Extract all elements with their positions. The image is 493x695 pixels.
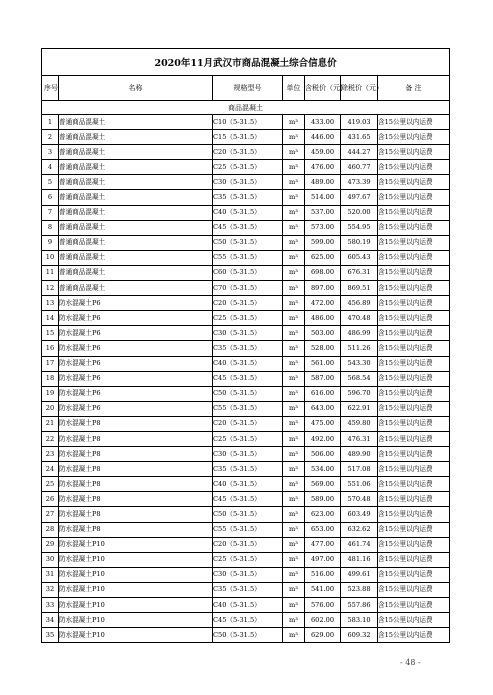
row-price-excl: 481.16 <box>341 552 378 567</box>
row-price-excl: 570.48 <box>341 492 378 507</box>
table-row <box>42 205 450 220</box>
row-spec: C30（5-31.5） <box>213 447 283 462</box>
row-spec: C55（5-31.5） <box>213 250 283 265</box>
row-name: 普通商品混凝土 <box>59 205 213 220</box>
table-row <box>42 281 450 296</box>
row-unit: m³ <box>283 130 305 145</box>
row-note: 含15公里以内运费 <box>378 160 450 175</box>
row-price-incl: 503.00 <box>305 326 341 341</box>
row-note: 含15公里以内运费 <box>378 386 450 401</box>
header-row <box>42 76 450 101</box>
row-note: 含15公里以内运费 <box>378 447 450 462</box>
row-number: 29 <box>42 537 59 552</box>
row-spec: C55（5-31.5） <box>213 401 283 416</box>
row-unit: m³ <box>283 160 305 175</box>
row-name: 普通商品混凝土 <box>59 281 213 296</box>
row-spec: C70（5-31.5） <box>213 281 283 296</box>
row-name: 普通商品混凝土 <box>59 235 213 250</box>
row-number: 17 <box>42 356 59 371</box>
row-price-excl: 476.31 <box>341 431 378 446</box>
row-name: 防水混凝土P6 <box>59 356 213 371</box>
row-name: 防水混凝土P6 <box>59 296 213 311</box>
row-spec: C15（5-31.5） <box>213 130 283 145</box>
table-row <box>42 401 450 416</box>
row-name: 防水混凝土P8 <box>59 507 213 522</box>
row-name: 防水混凝土P8 <box>59 492 213 507</box>
row-price-excl: 557.86 <box>341 598 378 613</box>
row-note: 含15公里以内运费 <box>378 220 450 235</box>
row-spec: C45（5-31.5） <box>213 613 283 628</box>
row-price-incl: 602.00 <box>305 613 341 628</box>
table-row <box>42 431 450 446</box>
row-note: 含15公里以内运费 <box>378 477 450 492</box>
row-price-excl: 632.62 <box>341 522 378 537</box>
row-name: 防水混凝土P8 <box>59 416 213 431</box>
table-row <box>42 386 450 401</box>
row-number: 1 <box>42 115 59 130</box>
row-note: 含15公里以内运费 <box>378 326 450 341</box>
row-price-excl: 568.54 <box>341 371 378 386</box>
row-spec: C50（5-31.5） <box>213 507 283 522</box>
row-price-incl: 486.00 <box>305 311 341 326</box>
header-unit: 单位 <box>283 76 305 101</box>
header-note: 备 注 <box>378 76 450 101</box>
row-name: 防水混凝土P6 <box>59 371 213 386</box>
row-note: 含15公里以内运费 <box>378 371 450 386</box>
header-no: 序号 <box>42 76 59 101</box>
row-note: 含15公里以内运费 <box>378 205 450 220</box>
row-note: 含15公里以内运费 <box>378 613 450 628</box>
row-note: 含15公里以内运费 <box>378 235 450 250</box>
table-row <box>42 311 450 326</box>
row-unit: m³ <box>283 115 305 130</box>
table-row <box>42 145 450 160</box>
row-spec: C25（5-31.5） <box>213 311 283 326</box>
row-spec: C30（5-31.5） <box>213 175 283 190</box>
row-spec: C45（5-31.5） <box>213 371 283 386</box>
table-row <box>42 356 450 371</box>
table-row <box>42 220 450 235</box>
row-name: 防水混凝土P10 <box>59 537 213 552</box>
row-note: 含15公里以内运费 <box>378 537 450 552</box>
table-row <box>42 447 450 462</box>
row-note: 含15公里以内运费 <box>378 311 450 326</box>
row-spec: C50（5-31.5） <box>213 628 283 643</box>
row-number: 16 <box>42 341 59 356</box>
table-row <box>42 160 450 175</box>
row-name: 防水混凝土P8 <box>59 431 213 446</box>
row-number: 10 <box>42 250 59 265</box>
row-number: 26 <box>42 492 59 507</box>
row-unit: m³ <box>283 235 305 250</box>
row-price-excl: 473.39 <box>341 175 378 190</box>
row-number: 5 <box>42 175 59 190</box>
row-unit: m³ <box>283 265 305 280</box>
row-unit: m³ <box>283 598 305 613</box>
row-price-incl: 528.00 <box>305 341 341 356</box>
row-number: 24 <box>42 462 59 477</box>
row-price-incl: 497.00 <box>305 552 341 567</box>
table-row <box>42 416 450 431</box>
row-price-incl: 489.00 <box>305 175 341 190</box>
row-price-excl: 869.51 <box>341 281 378 296</box>
row-price-excl: 499.61 <box>341 567 378 582</box>
row-number: 30 <box>42 552 59 567</box>
row-name: 防水混凝土P10 <box>59 567 213 582</box>
row-number: 33 <box>42 598 59 613</box>
section-label: 商品混凝土 <box>42 101 450 115</box>
row-unit: m³ <box>283 401 305 416</box>
row-spec: C30（5-31.5） <box>213 567 283 582</box>
row-number: 20 <box>42 401 59 416</box>
row-spec: C45（5-31.5） <box>213 220 283 235</box>
table-row <box>42 477 450 492</box>
table-row <box>42 628 450 643</box>
row-price-excl: 583.10 <box>341 613 378 628</box>
row-price-excl: 603.49 <box>341 507 378 522</box>
row-unit: m³ <box>283 477 305 492</box>
row-name: 普通商品混凝土 <box>59 115 213 130</box>
table-row <box>42 582 450 597</box>
row-name: 防水混凝土P10 <box>59 613 213 628</box>
row-spec: C20（5-31.5） <box>213 537 283 552</box>
row-number: 3 <box>42 145 59 160</box>
row-price-excl: 456.89 <box>341 296 378 311</box>
row-price-excl: 596.70 <box>341 386 378 401</box>
row-unit: m³ <box>283 356 305 371</box>
row-note: 含15公里以内运费 <box>378 341 450 356</box>
row-unit: m³ <box>283 371 305 386</box>
row-number: 4 <box>42 160 59 175</box>
row-unit: m³ <box>283 552 305 567</box>
row-price-excl: 470.48 <box>341 311 378 326</box>
row-spec: C35（5-31.5） <box>213 462 283 477</box>
row-unit: m³ <box>283 205 305 220</box>
row-spec: C25（5-31.5） <box>213 160 283 175</box>
table-row <box>42 235 450 250</box>
table-row <box>42 341 450 356</box>
row-price-excl: 622.91 <box>341 401 378 416</box>
header-spec: 规格型号 <box>213 76 283 101</box>
row-price-excl: 459.80 <box>341 416 378 431</box>
row-number: 21 <box>42 416 59 431</box>
row-note: 含15公里以内运费 <box>378 401 450 416</box>
row-price-incl: 534.00 <box>305 462 341 477</box>
row-number: 18 <box>42 371 59 386</box>
row-price-incl: 446.00 <box>305 130 341 145</box>
row-note: 含15公里以内运费 <box>378 598 450 613</box>
table-row <box>42 462 450 477</box>
row-name: 普通商品混凝土 <box>59 250 213 265</box>
header-name: 名称 <box>59 76 213 101</box>
row-name: 防水混凝土P10 <box>59 598 213 613</box>
row-number: 9 <box>42 235 59 250</box>
row-unit: m³ <box>283 250 305 265</box>
row-price-incl: 492.00 <box>305 431 341 446</box>
table-row <box>42 115 450 130</box>
row-price-excl: 551.06 <box>341 477 378 492</box>
row-price-excl: 431.65 <box>341 130 378 145</box>
row-unit: m³ <box>283 567 305 582</box>
table-row <box>42 190 450 205</box>
row-price-excl: 419.03 <box>341 115 378 130</box>
row-unit: m³ <box>283 341 305 356</box>
table-row <box>42 567 450 582</box>
row-note: 含15公里以内运费 <box>378 356 450 371</box>
row-spec: C20（5-31.5） <box>213 296 283 311</box>
row-number: 13 <box>42 296 59 311</box>
row-spec: C45（5-31.5） <box>213 492 283 507</box>
row-number: 35 <box>42 628 59 643</box>
row-name: 普通商品混凝土 <box>59 145 213 160</box>
row-name: 防水混凝土P8 <box>59 447 213 462</box>
row-number: 12 <box>42 281 59 296</box>
row-unit: m³ <box>283 537 305 552</box>
row-note: 含15公里以内运费 <box>378 522 450 537</box>
row-name: 防水混凝土P10 <box>59 552 213 567</box>
row-price-incl: 897.00 <box>305 281 341 296</box>
row-price-incl: 653.00 <box>305 522 341 537</box>
row-number: 8 <box>42 220 59 235</box>
row-unit: m³ <box>283 462 305 477</box>
row-name: 防水混凝土P8 <box>59 522 213 537</box>
row-name: 普通商品混凝土 <box>59 220 213 235</box>
row-unit: m³ <box>283 447 305 462</box>
row-name: 普通商品混凝土 <box>59 175 213 190</box>
row-note: 含15公里以内运费 <box>378 431 450 446</box>
row-number: 6 <box>42 190 59 205</box>
row-spec: C50（5-31.5） <box>213 235 283 250</box>
table-row <box>42 296 450 311</box>
row-note: 含15公里以内运费 <box>378 130 450 145</box>
row-name: 防水混凝土P6 <box>59 311 213 326</box>
row-spec: C40（5-31.5） <box>213 598 283 613</box>
row-price-excl: 511.26 <box>341 341 378 356</box>
row-unit: m³ <box>283 190 305 205</box>
row-name: 防水混凝土P8 <box>59 477 213 492</box>
row-price-excl: 543.30 <box>341 356 378 371</box>
row-note: 含15公里以内运费 <box>378 507 450 522</box>
header-price-excl: 除税价（元） <box>341 76 378 101</box>
row-name: 防水混凝土P8 <box>59 462 213 477</box>
row-price-incl: 475.00 <box>305 416 341 431</box>
row-price-incl: 459.00 <box>305 145 341 160</box>
row-spec: C40（5-31.5） <box>213 477 283 492</box>
row-price-incl: 587.00 <box>305 371 341 386</box>
row-spec: C35（5-31.5） <box>213 582 283 597</box>
row-unit: m³ <box>283 416 305 431</box>
row-spec: C40（5-31.5） <box>213 205 283 220</box>
table-row <box>42 598 450 613</box>
row-price-incl: 506.00 <box>305 447 341 462</box>
row-price-excl: 523.88 <box>341 582 378 597</box>
row-unit: m³ <box>283 145 305 160</box>
row-spec: C25（5-31.5） <box>213 431 283 446</box>
row-spec: C20（5-31.5） <box>213 145 283 160</box>
row-price-incl: 561.00 <box>305 356 341 371</box>
row-unit: m³ <box>283 386 305 401</box>
row-price-incl: 599.00 <box>305 235 341 250</box>
row-unit: m³ <box>283 296 305 311</box>
row-price-excl: 460.77 <box>341 160 378 175</box>
row-note: 含15公里以内运费 <box>378 175 450 190</box>
row-price-excl: 580.19 <box>341 235 378 250</box>
row-number: 28 <box>42 522 59 537</box>
row-price-incl: 514.00 <box>305 190 341 205</box>
row-number: 23 <box>42 447 59 462</box>
table-row <box>42 613 450 628</box>
row-unit: m³ <box>283 492 305 507</box>
row-spec: C40（5-31.5） <box>213 356 283 371</box>
row-unit: m³ <box>283 281 305 296</box>
row-unit: m³ <box>283 175 305 190</box>
row-spec: C30（5-31.5） <box>213 326 283 341</box>
row-name: 普通商品混凝土 <box>59 265 213 280</box>
row-unit: m³ <box>283 522 305 537</box>
row-name: 普通商品混凝土 <box>59 130 213 145</box>
row-name: 普通商品混凝土 <box>59 190 213 205</box>
row-number: 11 <box>42 265 59 280</box>
row-unit: m³ <box>283 311 305 326</box>
row-unit: m³ <box>283 326 305 341</box>
row-unit: m³ <box>283 431 305 446</box>
row-spec: C25（5-31.5） <box>213 552 283 567</box>
row-price-incl: 623.00 <box>305 507 341 522</box>
row-price-excl: 497.67 <box>341 190 378 205</box>
header-price-incl: 含税价（元） <box>305 76 341 101</box>
table-row <box>42 175 450 190</box>
table-title: 2020年11月武汉市商品混凝土综合信息价 <box>42 49 450 76</box>
table-row <box>42 371 450 386</box>
table-row <box>42 522 450 537</box>
row-price-excl: 605.43 <box>341 250 378 265</box>
row-price-excl: 520.00 <box>341 205 378 220</box>
row-price-incl: 643.00 <box>305 401 341 416</box>
row-number: 25 <box>42 477 59 492</box>
row-price-excl: 517.08 <box>341 462 378 477</box>
table-row <box>42 552 450 567</box>
row-price-incl: 541.00 <box>305 582 341 597</box>
row-note: 含15公里以内运费 <box>378 582 450 597</box>
row-price-incl: 698.00 <box>305 265 341 280</box>
row-price-incl: 477.00 <box>305 537 341 552</box>
row-note: 含15公里以内运费 <box>378 567 450 582</box>
row-note: 含15公里以内运费 <box>378 492 450 507</box>
row-price-excl: 461.74 <box>341 537 378 552</box>
row-note: 含15公里以内运费 <box>378 281 450 296</box>
row-price-excl: 489.90 <box>341 447 378 462</box>
row-note: 含15公里以内运费 <box>378 462 450 477</box>
row-price-incl: 589.00 <box>305 492 341 507</box>
row-number: 27 <box>42 507 59 522</box>
row-unit: m³ <box>283 220 305 235</box>
table-row <box>42 250 450 265</box>
row-name: 防水混凝土P6 <box>59 386 213 401</box>
row-price-excl: 676.31 <box>341 265 378 280</box>
row-spec: C35（5-31.5） <box>213 190 283 205</box>
row-name: 防水混凝土P10 <box>59 582 213 597</box>
row-name: 防水混凝土P6 <box>59 326 213 341</box>
row-name: 防水混凝土P10 <box>59 628 213 643</box>
row-note: 含15公里以内运费 <box>378 296 450 311</box>
row-name: 防水混凝土P6 <box>59 401 213 416</box>
row-spec: C50（5-31.5） <box>213 386 283 401</box>
table-body <box>42 115 450 643</box>
row-price-excl: 444.27 <box>341 145 378 160</box>
row-spec: C20（5-31.5） <box>213 416 283 431</box>
row-price-incl: 625.00 <box>305 250 341 265</box>
row-spec: C35（5-31.5） <box>213 341 283 356</box>
page-number: - 48 - <box>400 658 421 667</box>
row-price-incl: 576.00 <box>305 598 341 613</box>
row-price-incl: 616.00 <box>305 386 341 401</box>
row-note: 含15公里以内运费 <box>378 552 450 567</box>
row-name: 防水混凝土P6 <box>59 341 213 356</box>
row-number: 31 <box>42 567 59 582</box>
row-price-incl: 516.00 <box>305 567 341 582</box>
row-note: 含15公里以内运费 <box>378 145 450 160</box>
row-number: 7 <box>42 205 59 220</box>
row-price-excl: 486.99 <box>341 326 378 341</box>
row-spec: C55（5-31.5） <box>213 522 283 537</box>
row-price-incl: 573.00 <box>305 220 341 235</box>
row-price-incl: 472.00 <box>305 296 341 311</box>
row-number: 15 <box>42 326 59 341</box>
row-price-excl: 609.32 <box>341 628 378 643</box>
row-price-incl: 569.00 <box>305 477 341 492</box>
price-table <box>41 48 450 643</box>
table-row <box>42 507 450 522</box>
row-unit: m³ <box>283 507 305 522</box>
row-note: 含15公里以内运费 <box>378 190 450 205</box>
row-unit: m³ <box>283 582 305 597</box>
row-name: 普通商品混凝土 <box>59 160 213 175</box>
table-row <box>42 537 450 552</box>
row-note: 含15公里以内运费 <box>378 250 450 265</box>
row-price-incl: 629.00 <box>305 628 341 643</box>
row-unit: m³ <box>283 613 305 628</box>
row-spec: C10（5-31.5） <box>213 115 283 130</box>
row-price-incl: 433.00 <box>305 115 341 130</box>
table-row <box>42 326 450 341</box>
row-unit: m³ <box>283 628 305 643</box>
row-price-incl: 537.00 <box>305 205 341 220</box>
row-number: 2 <box>42 130 59 145</box>
table-row <box>42 492 450 507</box>
row-number: 22 <box>42 431 59 446</box>
row-note: 含15公里以内运费 <box>378 416 450 431</box>
table-row <box>42 265 450 280</box>
row-note: 含15公里以内运费 <box>378 628 450 643</box>
row-price-excl: 554.95 <box>341 220 378 235</box>
table-row <box>42 130 450 145</box>
row-note: 含15公里以内运费 <box>378 265 450 280</box>
row-number: 19 <box>42 386 59 401</box>
row-note: 含15公里以内运费 <box>378 115 450 130</box>
row-number: 14 <box>42 311 59 326</box>
row-number: 32 <box>42 582 59 597</box>
row-spec: C60（5-31.5） <box>213 265 283 280</box>
row-price-incl: 476.00 <box>305 160 341 175</box>
row-number: 34 <box>42 613 59 628</box>
